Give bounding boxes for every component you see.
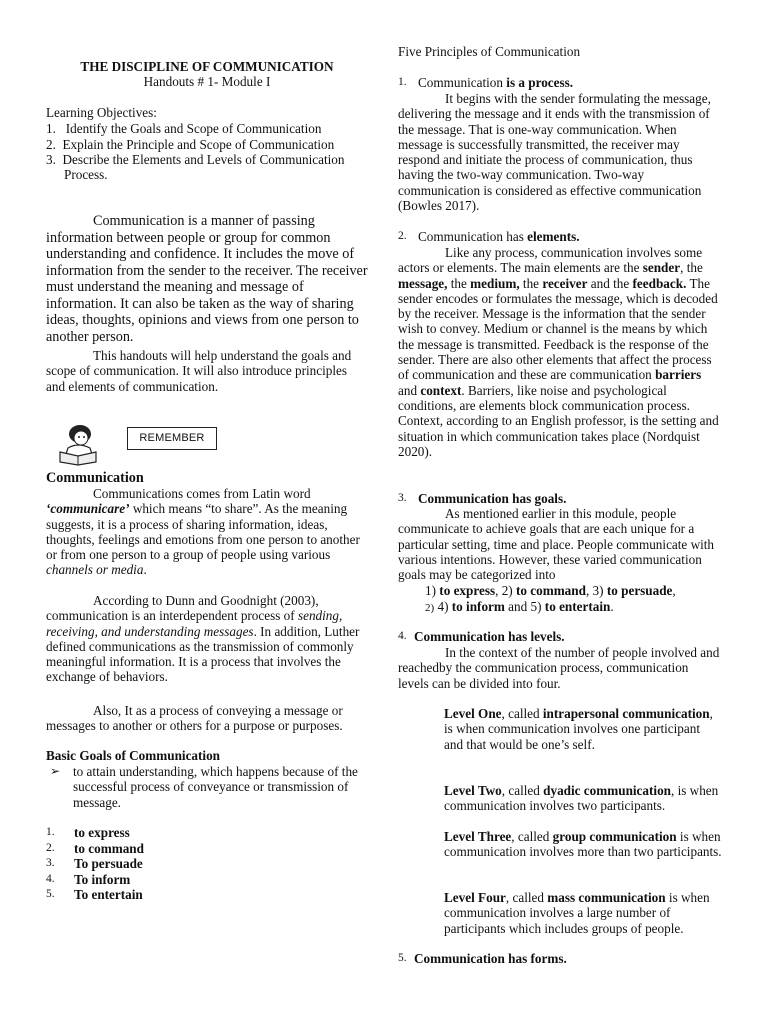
- level-four: Level Four, called mass communication is when communication involves a large number of participants which includes groups of people.: [444, 890, 710, 936]
- intro-text-2: [46, 348, 368, 394]
- communication-paragraph-1: Communications comes from Latin word ‘communicare’ which means “to share”. As the meaning suggests, it is a process of sharing information, ideas, thoughts, feelings and emotions from one person to another or from one person to a group of people using various channels or media.: [46, 486, 360, 578]
- objective-item: 1. Identify the Goals and Scope of Communication: [46, 121, 322, 136]
- bullet-arrow-icon: ➢: [50, 764, 61, 778]
- communication-heading: Communication: [46, 470, 144, 486]
- page-title: THE DISCIPLINE OF COMMUNICATION: [80, 59, 334, 74]
- communication-paragraph-3: Also, It as a process of conveying a message or messages to another or others for a purpose or purposes.: [46, 703, 343, 734]
- objective-item-continued: Process.: [64, 167, 108, 182]
- page-subtitle: Handouts # 1- Module I: [143, 74, 271, 89]
- principle-2-body: Like any process, communication involves some actors or elements. The main elements are the sender, the message, the medium, the receiver and the feedback. The sender encodes or formulates the message, which is decoded by the receiver. Message is the information that the sender wish to convey. Medium or channel is the means by which the message is transmitted. Feedback is the response of the sender. There are also other elements that affect the process of communication and these are communication barriers and context. Barriers, like noise and psychological conditions, are elements block communication process. Context, according to an English professor, is the setting and situation in which communication takes place (Nordquist 2020).: [398, 245, 719, 459]
- principle-4-title: 4. Communication has levels.: [398, 629, 565, 644]
- principle-3-goals-line-2: 2) 4) to inform and 5) to entertain.: [425, 599, 614, 614]
- principle-3-body: As mentioned earlier in this module, people communicate to achieve goals that are each unique for a particular setting, time and place. People communicate with various intentions. However, these varied communication goals may be categorized into: [398, 506, 715, 583]
- principle-1-title: 1. Communication is a process.: [398, 75, 574, 90]
- goals-heading: Basic Goals of Communication: [46, 748, 221, 763]
- intro-text: [46, 213, 368, 345]
- objectives-heading: Learning Objectives:: [46, 105, 157, 120]
- objective-item: 2. Explain the Principle and Scope of Communication: [46, 137, 335, 152]
- principle-2-title: 2. Communication has elements.: [398, 229, 580, 244]
- level-one: Level One, called intrapersonal communication, is when communication involves one participant and that would be one’s self.: [444, 706, 713, 752]
- objective-item: 3. Describe the Elements and Levels of Communication: [46, 152, 345, 167]
- intro-paragraph-2: This handouts will help understand the goals and scope of communication. It will also introduce principles and elements of communication.: [46, 348, 352, 394]
- principle-3-title: 3. Communication has goals.: [398, 491, 567, 506]
- principle-5-title: 5. Communication has forms.: [398, 951, 567, 966]
- reading-person-icon: [54, 422, 102, 466]
- intro-paragraph-1: Communication is a manner of passing information between people or group for common understanding and confidence. It includes the move of information from the sender to the receiver. The receiver must understand the meaning and message of information. It can also be taken as the way of sharing ideas, thoughts, opinions and views from one person to another person.: [46, 213, 368, 345]
- principle-3-goals-line-1: 1) to express, 2) to command, 3) to persuade,: [425, 583, 676, 598]
- level-two: Level Two, called dyadic communication, is when communication involves two participants.: [444, 783, 719, 814]
- principle-4-body: In the context of the number of people involved and reachedby the communication process, communication levels can be divided into four.: [398, 645, 720, 691]
- principles-heading: Five Principles of Communication: [398, 44, 581, 59]
- communication-paragraph-2: According to Dunn and Goodnight (2003), communication is an interdependent process of sending, receiving, and understanding messages. In addition, Luther defined communications as the transmission of commonly meaningful information. It is a process that involves the exchange of behaviors.: [46, 593, 360, 685]
- principle-1-body: It begins with the sender formulating the message, delivering the message and it ends with the transmission of the message. That is one-way communication. When message is successfully transmitted, the receiver may respond and initiate the process of communication, thus having the two-way communication. Two-way communication is considered as effective communication (Bowles 2017).: [398, 91, 711, 214]
- remember-box: REMEMBER: [127, 427, 217, 450]
- goals-bullet: to attain understanding, which happens because of the successful process of conveyance or transmission of message.: [73, 764, 358, 810]
- level-three: Level Three, called group communication is when communication involves more than two participants.: [444, 829, 722, 860]
